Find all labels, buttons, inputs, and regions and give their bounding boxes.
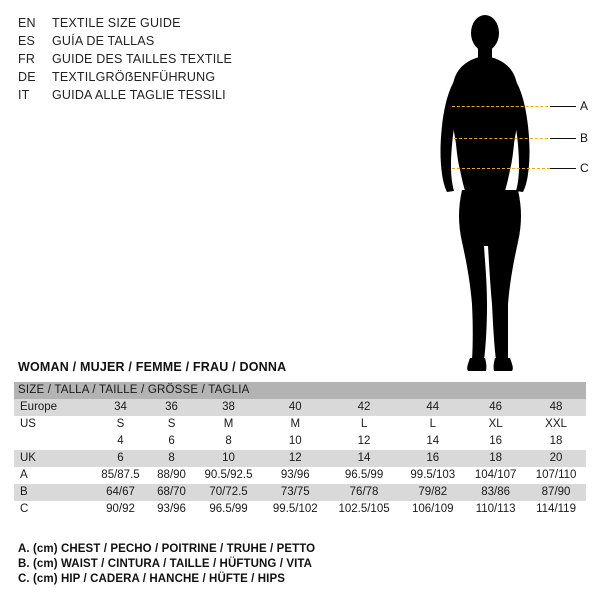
chest-leader-line bbox=[550, 106, 576, 107]
cell: 99.5/102 bbox=[263, 501, 328, 518]
cell: 4 bbox=[92, 433, 149, 450]
cell: 64/67 bbox=[92, 484, 149, 501]
row-label: A bbox=[14, 467, 92, 484]
table-row bbox=[14, 501, 586, 518]
cell: 18 bbox=[465, 450, 526, 467]
waist-measure-label: B bbox=[580, 131, 589, 145]
cell: 34 bbox=[92, 399, 149, 416]
cell: 14 bbox=[328, 450, 401, 467]
measurement-legend bbox=[18, 542, 578, 587]
cell: L bbox=[400, 416, 465, 433]
cell: 44 bbox=[400, 399, 465, 416]
cell: 104/107 bbox=[465, 467, 526, 484]
section-title: WOMAN / MUJER / FEMME / FRAU / DONNA bbox=[18, 360, 287, 374]
table-header-row bbox=[14, 382, 586, 399]
language-row bbox=[18, 86, 338, 104]
table-row bbox=[14, 416, 586, 433]
cell: 36 bbox=[149, 399, 194, 416]
cell: M bbox=[263, 416, 328, 433]
cell: 96.5/99 bbox=[194, 501, 263, 518]
language-row bbox=[18, 50, 338, 68]
cell: M bbox=[194, 416, 263, 433]
language-code: DE bbox=[18, 70, 36, 84]
hip-measure-line bbox=[452, 168, 560, 169]
cell: 110/113 bbox=[465, 501, 526, 518]
language-title: TEXTILGRÖẞENFÜHRUNG bbox=[52, 70, 216, 84]
cell: 8 bbox=[149, 450, 194, 467]
language-code: FR bbox=[18, 52, 36, 66]
cell: XXL bbox=[526, 416, 586, 433]
cell: 12 bbox=[328, 433, 401, 450]
female-silhouette-icon bbox=[400, 8, 600, 376]
chest-measure-line bbox=[452, 106, 558, 107]
language-title-block bbox=[18, 14, 338, 104]
cell: L bbox=[328, 416, 401, 433]
row-label: Europe bbox=[14, 399, 92, 416]
language-title: TEXTILE SIZE GUIDE bbox=[52, 16, 181, 30]
cell: XL bbox=[465, 416, 526, 433]
cell: 16 bbox=[465, 433, 526, 450]
legend-row-chest: A. (cm) CHEST / PECHO / POITRINE / TRUHE / PETTO bbox=[18, 543, 316, 555]
language-code: IT bbox=[18, 88, 30, 102]
table-header-label: SIZE / TALLA / TAILLE / GRÖSSE / TAGLIA bbox=[14, 382, 586, 399]
table-row bbox=[14, 484, 586, 501]
cell: 93/96 bbox=[149, 501, 194, 518]
cell: 70/72.5 bbox=[194, 484, 263, 501]
cell: 42 bbox=[328, 399, 401, 416]
row-label: UK bbox=[14, 450, 92, 467]
cell: 96.5/99 bbox=[328, 467, 401, 484]
cell: S bbox=[92, 416, 149, 433]
language-row bbox=[18, 14, 338, 32]
size-table bbox=[14, 382, 586, 518]
cell: 18 bbox=[526, 433, 586, 450]
legend-row-hip: C. (cm) HIP / CADERA / HANCHE / HÜFTE / HIPS bbox=[18, 573, 286, 585]
language-title: GUIDA ALLE TAGLIE TESSILI bbox=[52, 88, 226, 102]
language-row bbox=[18, 32, 338, 50]
language-row bbox=[18, 68, 338, 86]
cell: 73/75 bbox=[263, 484, 328, 501]
language-code: ES bbox=[18, 34, 36, 48]
language-code: EN bbox=[18, 16, 36, 30]
row-label: B bbox=[14, 484, 92, 501]
row-label: C bbox=[14, 501, 92, 518]
cell: 114/119 bbox=[526, 501, 586, 518]
cell: 8 bbox=[194, 433, 263, 450]
language-title: GUÍA DE TALLAS bbox=[52, 34, 155, 48]
cell: 79/82 bbox=[400, 484, 465, 501]
cell: 46 bbox=[465, 399, 526, 416]
cell: S bbox=[149, 416, 194, 433]
cell: 10 bbox=[263, 433, 328, 450]
cell: 85/87.5 bbox=[92, 467, 149, 484]
cell: 12 bbox=[263, 450, 328, 467]
cell: 6 bbox=[92, 450, 149, 467]
table-row bbox=[14, 433, 586, 450]
cell: 99.5/103 bbox=[400, 467, 465, 484]
cell: 14 bbox=[400, 433, 465, 450]
cell: 38 bbox=[194, 399, 263, 416]
cell: 90.5/92.5 bbox=[194, 467, 263, 484]
cell: 83/86 bbox=[465, 484, 526, 501]
cell: 48 bbox=[526, 399, 586, 416]
row-label: US bbox=[14, 416, 92, 433]
table-row bbox=[14, 450, 586, 467]
cell: 88/90 bbox=[149, 467, 194, 484]
cell: 16 bbox=[400, 450, 465, 467]
table-row bbox=[14, 467, 586, 484]
hip-leader-line bbox=[550, 168, 576, 169]
cell: 68/70 bbox=[149, 484, 194, 501]
row-label bbox=[14, 433, 92, 450]
cell: 76/78 bbox=[328, 484, 401, 501]
cell: 10 bbox=[194, 450, 263, 467]
cell: 93/96 bbox=[263, 467, 328, 484]
table-row bbox=[14, 399, 586, 416]
cell: 40 bbox=[263, 399, 328, 416]
language-title: GUIDE DES TAILLES TEXTILE bbox=[52, 52, 233, 66]
cell: 90/92 bbox=[92, 501, 149, 518]
hip-measure-label: C bbox=[580, 161, 589, 175]
cell: 6 bbox=[149, 433, 194, 450]
female-body-figure bbox=[400, 8, 600, 376]
cell: 20 bbox=[526, 450, 586, 467]
chest-measure-label: A bbox=[580, 99, 589, 113]
cell: 102.5/105 bbox=[328, 501, 401, 518]
cell: 107/110 bbox=[526, 467, 586, 484]
waist-measure-line bbox=[454, 138, 558, 139]
cell: 106/109 bbox=[400, 501, 465, 518]
cell: 87/90 bbox=[526, 484, 586, 501]
legend-row-waist: B. (cm) WAIST / CINTURA / TAILLE / HÜFTUNG / VITA bbox=[18, 558, 313, 570]
waist-leader-line bbox=[550, 138, 576, 139]
